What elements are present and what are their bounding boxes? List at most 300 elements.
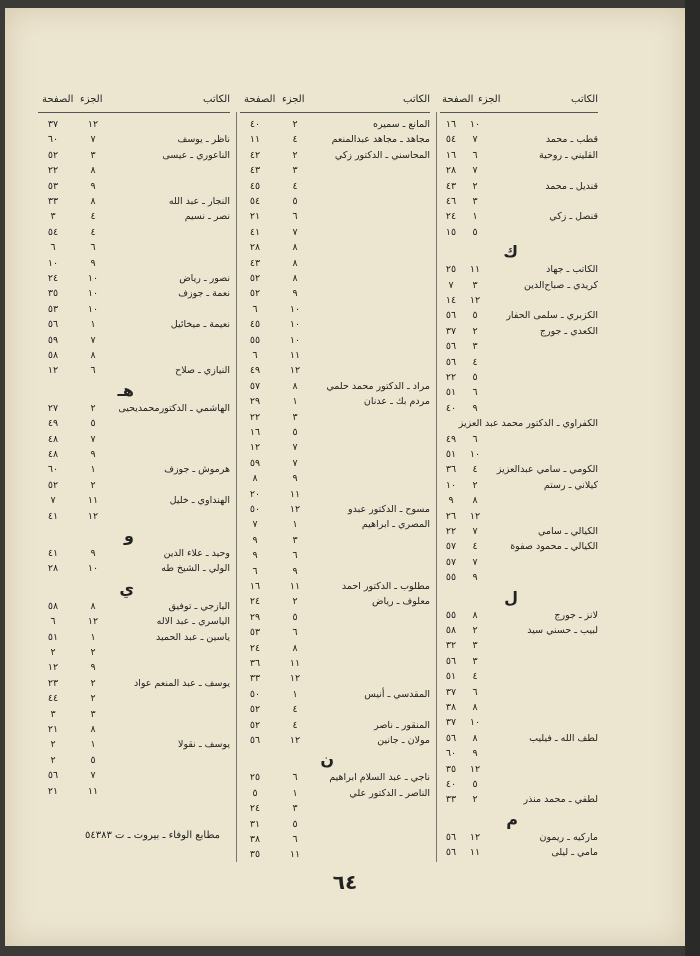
entry-part: ٩ (90, 449, 96, 460)
index-entry (440, 763, 598, 776)
entry-page: ٤٥ (249, 319, 261, 331)
column-divider (436, 112, 437, 862)
entry-part: ١٠ (469, 449, 481, 460)
index-entry (440, 655, 598, 668)
entry-page: ٥٦ (47, 770, 59, 782)
entry-page: ٢٨ (445, 165, 457, 177)
index-entry (38, 272, 230, 285)
entry-author: معلوف ـ رياض (371, 596, 430, 608)
entry-author: المحاسني ـ الدكتور زكي (334, 149, 430, 161)
column-header (440, 88, 598, 113)
entry-part: ٧ (472, 556, 478, 568)
entry-page: ٢٢ (445, 372, 457, 383)
index-entry (240, 226, 430, 239)
index-entry (440, 279, 598, 292)
index-entry (240, 395, 430, 408)
entry-page: ٥٦ (445, 655, 457, 667)
entry-author: الهاشمي ـ الدكتورمحمديحيى (118, 402, 230, 414)
section-letter: ن (320, 750, 334, 770)
entry-page: ٤٩ (445, 433, 457, 445)
index-entry (38, 195, 230, 208)
entry-part: ١٢ (87, 616, 99, 628)
entry-part: ٥ (90, 418, 96, 430)
index-entry (38, 494, 230, 507)
entry-part: ٦ (292, 550, 298, 562)
index-entry (38, 210, 230, 223)
printer-imprint: مطابع الوفاء ـ بيروت ـ ت ٥٤٣٨٣ (85, 830, 220, 841)
entry-page: ٢٥ (249, 772, 261, 784)
entry-page: ٢٩ (249, 611, 261, 623)
entry-page: ١٢ (47, 662, 59, 674)
header-page: الصفحة (42, 94, 74, 105)
entry-author: هرموش ـ جوزف (164, 464, 230, 476)
index-entry (240, 848, 430, 861)
index-entry (38, 349, 230, 362)
index-entry (440, 624, 598, 637)
entry-author: الكزبري ـ سلمى الحفار (506, 310, 598, 322)
index-entry (38, 402, 230, 415)
entry-part: ٤ (292, 704, 298, 716)
entry-page: ٣٣ (47, 196, 59, 207)
entry-author: مسوح ـ الدكتور عبدو (348, 504, 430, 515)
index-entry (240, 626, 430, 639)
index-entry (240, 318, 430, 331)
entry-part: ٧ (90, 770, 96, 782)
entry-author: المصري ـ ابراهيم (361, 519, 430, 531)
index-entry (38, 318, 230, 331)
entry-page: ٥٨ (47, 600, 59, 612)
entry-part: ١ (90, 739, 96, 751)
entry-part: ١٠ (87, 288, 99, 300)
entry-part: ٧ (90, 334, 96, 346)
entry-page: ١٢ (249, 442, 261, 454)
entry-author: النجار ـ عبد الله (168, 196, 230, 207)
entry-page: ٢٢ (249, 411, 261, 423)
entry-part: ١١ (469, 264, 481, 276)
entry-part: ٥ (472, 779, 478, 790)
entry-page: ٢٨ (47, 563, 59, 575)
index-entry (440, 210, 598, 223)
index-entry (440, 195, 598, 208)
header-author: الكاتب (403, 94, 430, 105)
index-entry (440, 479, 598, 492)
entry-author: قنصل ـ زكي (549, 211, 598, 223)
entry-page: ٢٤ (47, 273, 59, 284)
index-entry (440, 793, 598, 806)
entry-part: ٨ (90, 350, 96, 361)
index-entry (440, 670, 598, 683)
entry-page: ٢٢ (47, 165, 59, 177)
index-entry (440, 149, 598, 162)
entry-author: المنقور ـ ناصر (374, 719, 430, 731)
entry-page: ٦ (50, 242, 56, 254)
entry-part: ١٠ (87, 563, 99, 575)
index-entry (240, 349, 430, 362)
entry-page: ٥٩ (249, 457, 261, 469)
entry-author: المانع ـ سميره (373, 119, 430, 130)
entry-page: ٥ (252, 787, 258, 799)
entry-page: ٤١ (249, 226, 261, 238)
entry-page: ٥٠ (249, 688, 261, 700)
entry-part: ٩ (292, 473, 298, 485)
entry-page: ٢ (50, 739, 56, 751)
entry-page: ٥٢ (47, 479, 59, 491)
index-entry (38, 180, 230, 193)
entry-part: ٨ (292, 242, 298, 254)
entry-part: ٧ (292, 226, 298, 238)
entry-part: ٢ (472, 625, 478, 636)
index-entry (38, 754, 230, 767)
header-page: الصفحة (244, 94, 276, 105)
entry-page: ٣٧ (445, 686, 457, 698)
entry-page: ٤٩ (47, 418, 59, 430)
index-entry (240, 565, 430, 578)
index-entry (38, 510, 230, 523)
entry-part: ٤ (90, 211, 96, 223)
entry-page: ٧ (252, 519, 258, 531)
entry-page: ٢١ (249, 211, 261, 223)
index-entry (240, 534, 430, 547)
entry-part: ٥ (90, 754, 96, 766)
entry-author: الناصر ـ الدكتور علي (349, 787, 430, 799)
entry-part: ٤ (472, 464, 478, 476)
entry-part: ٨ (472, 609, 478, 621)
index-entry (38, 646, 230, 659)
index-entry (440, 226, 598, 239)
entry-page: ٣٢ (445, 640, 457, 652)
index-column-left (38, 88, 230, 858)
index-entry (240, 472, 430, 485)
entry-part: ٩ (90, 662, 96, 674)
index-entry (240, 426, 430, 439)
entry-part: ٥ (472, 226, 478, 238)
entry-part: ٦ (90, 365, 96, 377)
entry-part: ٤ (472, 671, 478, 683)
entry-page: ٥٦ (445, 847, 457, 859)
index-entry (440, 180, 598, 193)
entry-part: ٧ (472, 165, 478, 177)
entry-author: مراد ـ الدكتور محمد حلمي (326, 380, 430, 392)
index-entry (38, 785, 230, 798)
entry-author: الكومي ـ سامي عبدالعزيز (496, 464, 598, 476)
entry-page: ٥٩ (47, 334, 59, 346)
entry-page: ٦ (50, 616, 56, 628)
entry-page: ١٦ (249, 581, 261, 592)
entry-part: ٣ (472, 341, 478, 353)
index-entry (38, 164, 230, 177)
entry-page: ٣ (50, 211, 56, 223)
entry-page: ٢٤ (249, 596, 261, 608)
index-entry (440, 510, 598, 523)
entry-part: ٨ (292, 380, 298, 392)
entry-page: ٧ (448, 279, 454, 291)
index-entry (440, 494, 598, 507)
index-entry (38, 149, 230, 162)
entry-part: ٩ (292, 565, 298, 577)
entry-page: ١٦ (445, 119, 457, 130)
entry-page: ٥٦ (445, 732, 457, 744)
entry-author: لانز ـ جورج (554, 609, 598, 621)
entry-part: ٣ (90, 149, 96, 161)
index-entry (240, 334, 430, 347)
entry-part: ١٢ (469, 763, 481, 775)
index-entry (38, 631, 230, 644)
entry-part: ٨ (90, 165, 96, 177)
index-entry (240, 787, 430, 800)
entry-part: ٧ (472, 526, 478, 537)
entry-page: ٥٦ (445, 341, 457, 353)
entry-part: ١٠ (87, 303, 99, 315)
index-entry (240, 364, 430, 377)
entry-author: ماركيه ـ ريمون (539, 831, 598, 843)
index-entry (440, 164, 598, 177)
entry-part: ٢ (292, 119, 298, 130)
entry-part: ١٢ (289, 365, 301, 377)
entry-part: ٣ (472, 640, 478, 652)
entry-part: ١٠ (289, 303, 301, 315)
entry-part: ٤ (292, 134, 298, 146)
entry-page: ٥٧ (445, 541, 457, 553)
section-letter: ك (503, 242, 518, 262)
index-entry (440, 133, 598, 146)
entry-page: ١٤ (445, 295, 457, 306)
entry-part: ١٢ (469, 510, 481, 522)
index-entry (38, 615, 230, 628)
entry-page: ١٦ (445, 149, 457, 161)
index-entry (240, 488, 430, 501)
entry-part: ٨ (292, 273, 298, 284)
entry-page: ٤٦ (445, 196, 457, 207)
entry-part: ٦ (292, 211, 298, 223)
index-entry (240, 118, 430, 131)
entry-author: الكاتب ـ جهاد (546, 264, 598, 276)
entry-page: ٣٨ (445, 702, 457, 713)
entry-page: ٥٢ (249, 273, 261, 284)
entry-page: ٣٥ (249, 849, 261, 861)
entry-author: قطب ـ محمد (545, 134, 598, 146)
entry-author: ناجي ـ عبد السلام ابراهيم (329, 772, 430, 784)
entry-page: ٣٦ (445, 464, 457, 476)
entry-page: ٥٣ (249, 627, 261, 639)
index-entry (38, 723, 230, 736)
index-entry (440, 340, 598, 353)
entry-page: ٥٦ (445, 310, 457, 322)
entry-part: ٥ (292, 427, 298, 438)
entry-page: ٣٨ (249, 834, 261, 845)
index-entry (440, 263, 598, 276)
entry-page: ٤٣ (249, 257, 261, 269)
entry-part: ٢ (90, 677, 96, 689)
index-entry (240, 672, 430, 685)
index-entry (38, 287, 230, 300)
index-entry (38, 118, 230, 131)
index-entry (440, 371, 598, 384)
entry-page: ٥٦ (47, 319, 59, 331)
entry-author: القليني ـ روحية (539, 149, 598, 161)
column-header (240, 88, 430, 113)
entry-part: ١١ (469, 847, 481, 859)
index-entry (38, 257, 230, 270)
entry-page: ٦ (252, 303, 258, 315)
index-entry (440, 846, 598, 859)
entry-part: ١١ (87, 495, 99, 507)
entry-part: ٤ (292, 180, 298, 192)
index-entry (240, 518, 430, 531)
entry-page: ٢٢ (445, 526, 457, 537)
index-entry (240, 833, 430, 846)
entry-part: ١١ (289, 581, 301, 592)
entry-part: ٨ (90, 600, 96, 612)
index-entry (240, 771, 430, 784)
index-entry (440, 540, 598, 553)
entry-author: مجاهد ـ مجاهد عبدالمنعم (331, 134, 430, 146)
entry-page: ٢٨ (249, 242, 261, 254)
section-letter: م (506, 809, 518, 829)
index-entry (240, 688, 430, 701)
entry-author: الكعدي ـ جورج (539, 325, 598, 337)
index-entry (240, 411, 430, 424)
index-entry (440, 417, 598, 430)
entry-part: ٥ (292, 611, 298, 623)
entry-author: كيلاني ـ رستم (543, 479, 598, 491)
entry-part: ٣ (292, 534, 298, 546)
entry-part: ٣ (472, 655, 478, 667)
entry-page: ٦٠ (47, 464, 59, 476)
entry-author: نعيمة ـ ميخائيل (170, 319, 230, 331)
entry-part: ٧ (472, 134, 478, 146)
entry-page: ٤٤ (47, 693, 59, 705)
entry-page: ١٠ (47, 257, 59, 269)
entry-part: ١٢ (469, 295, 481, 306)
entry-part: ٤ (292, 719, 298, 731)
entry-page: ١٦ (249, 427, 261, 438)
index-entry (240, 734, 430, 747)
entry-page: ٩ (252, 550, 258, 562)
book-spine (685, 0, 700, 956)
entry-part: ٩ (90, 548, 96, 559)
entry-page: ٤١ (47, 548, 59, 559)
entry-part: ٦ (472, 387, 478, 399)
entry-page: ٤١ (47, 510, 59, 522)
index-entry (240, 441, 430, 454)
index-entry (38, 463, 230, 476)
index-entry (240, 287, 430, 300)
entry-page: ٥٥ (445, 609, 457, 621)
entry-part: ١٠ (469, 717, 481, 729)
index-entry (440, 448, 598, 461)
index-column-middle (240, 88, 430, 861)
entry-author: المقدسي ـ أنيس (364, 688, 430, 700)
entry-page: ٥٦ (249, 735, 261, 746)
entry-part: ٢ (292, 149, 298, 161)
index-entry (440, 433, 598, 446)
entry-part: ٦ (292, 772, 298, 784)
entry-part: ٢ (90, 402, 96, 414)
index-entry (38, 448, 230, 461)
entry-page: ٤٠ (249, 119, 261, 130)
index-entry (38, 677, 230, 690)
entry-page: ٣٥ (47, 288, 59, 300)
entry-page: ٥٢ (249, 704, 261, 716)
index-entry (38, 738, 230, 751)
header-author: الكاتب (571, 94, 598, 105)
index-entry (38, 433, 230, 446)
index-entry (240, 818, 430, 831)
entry-page: ٢٤ (249, 803, 261, 815)
entry-page: ١٢ (47, 365, 59, 377)
entry-part: ٣ (90, 708, 96, 720)
entry-author: مطلوب ـ الدكتور احمد (341, 581, 430, 592)
entry-part: ٢ (90, 693, 96, 705)
entry-page: ٤٨ (47, 449, 59, 460)
entry-page: ٨ (252, 473, 258, 485)
entry-part: ٥ (292, 818, 298, 830)
entry-author: النيازي ـ صلاح (175, 365, 230, 377)
entry-part: ١١ (289, 658, 301, 669)
entry-page: ٥٢ (249, 719, 261, 731)
index-entry (440, 778, 598, 791)
entry-part: ١١ (289, 488, 301, 500)
entry-part: ٦ (90, 242, 96, 254)
entry-part: ٦ (472, 149, 478, 161)
section-letter: ل (504, 587, 518, 607)
index-entry (240, 549, 430, 562)
index-entry (240, 195, 430, 208)
entry-page: ٥٣ (47, 303, 59, 315)
entry-page: ٤٠ (445, 779, 457, 790)
entry-part: ١ (472, 211, 478, 223)
index-entry (38, 241, 230, 254)
entry-page: ٢٧ (47, 402, 59, 414)
entry-part: ١٢ (289, 504, 301, 515)
header-part: الجزء (478, 94, 501, 105)
index-entry (38, 600, 230, 613)
entry-page: ٣٧ (445, 325, 457, 337)
index-entry (240, 241, 430, 254)
entry-page: ٢١ (47, 724, 59, 735)
index-entry (38, 562, 230, 575)
index-entry (38, 364, 230, 377)
entry-part: ١٠ (87, 273, 99, 284)
entry-part: ٦ (292, 834, 298, 845)
entry-author: مولان ـ جانين (377, 735, 430, 746)
index-entry (240, 210, 430, 223)
index-entry (38, 479, 230, 492)
index-entry (240, 272, 430, 285)
entry-author: نعمة ـ جوزف (178, 288, 230, 300)
entry-part: ١١ (289, 350, 301, 361)
index-entry (38, 661, 230, 674)
entry-page: ٤٢ (249, 149, 261, 161)
entry-author: نصر ـ نسيم (184, 211, 230, 223)
entry-part: ٣ (292, 411, 298, 423)
index-entry (240, 611, 430, 624)
entry-page: ٩ (252, 534, 258, 546)
entry-page: ٢٠ (249, 488, 261, 500)
entry-part: ٦ (292, 627, 298, 639)
entry-author: لبيب ـ حسني سيد (527, 625, 598, 636)
entry-part: ٥ (292, 196, 298, 207)
index-entry (440, 309, 598, 322)
entry-page: ٥٦ (445, 356, 457, 368)
index-entry (440, 118, 598, 131)
entry-author: يوسف ـ عبد المنعم عواد (134, 677, 230, 689)
entry-part: ١٢ (87, 510, 99, 522)
entry-page: ٣٣ (249, 673, 261, 685)
entry-page: ٥٢ (249, 288, 261, 300)
entry-part: ٩ (90, 257, 96, 269)
entry-author: ناظر ـ يوسف (177, 134, 230, 146)
